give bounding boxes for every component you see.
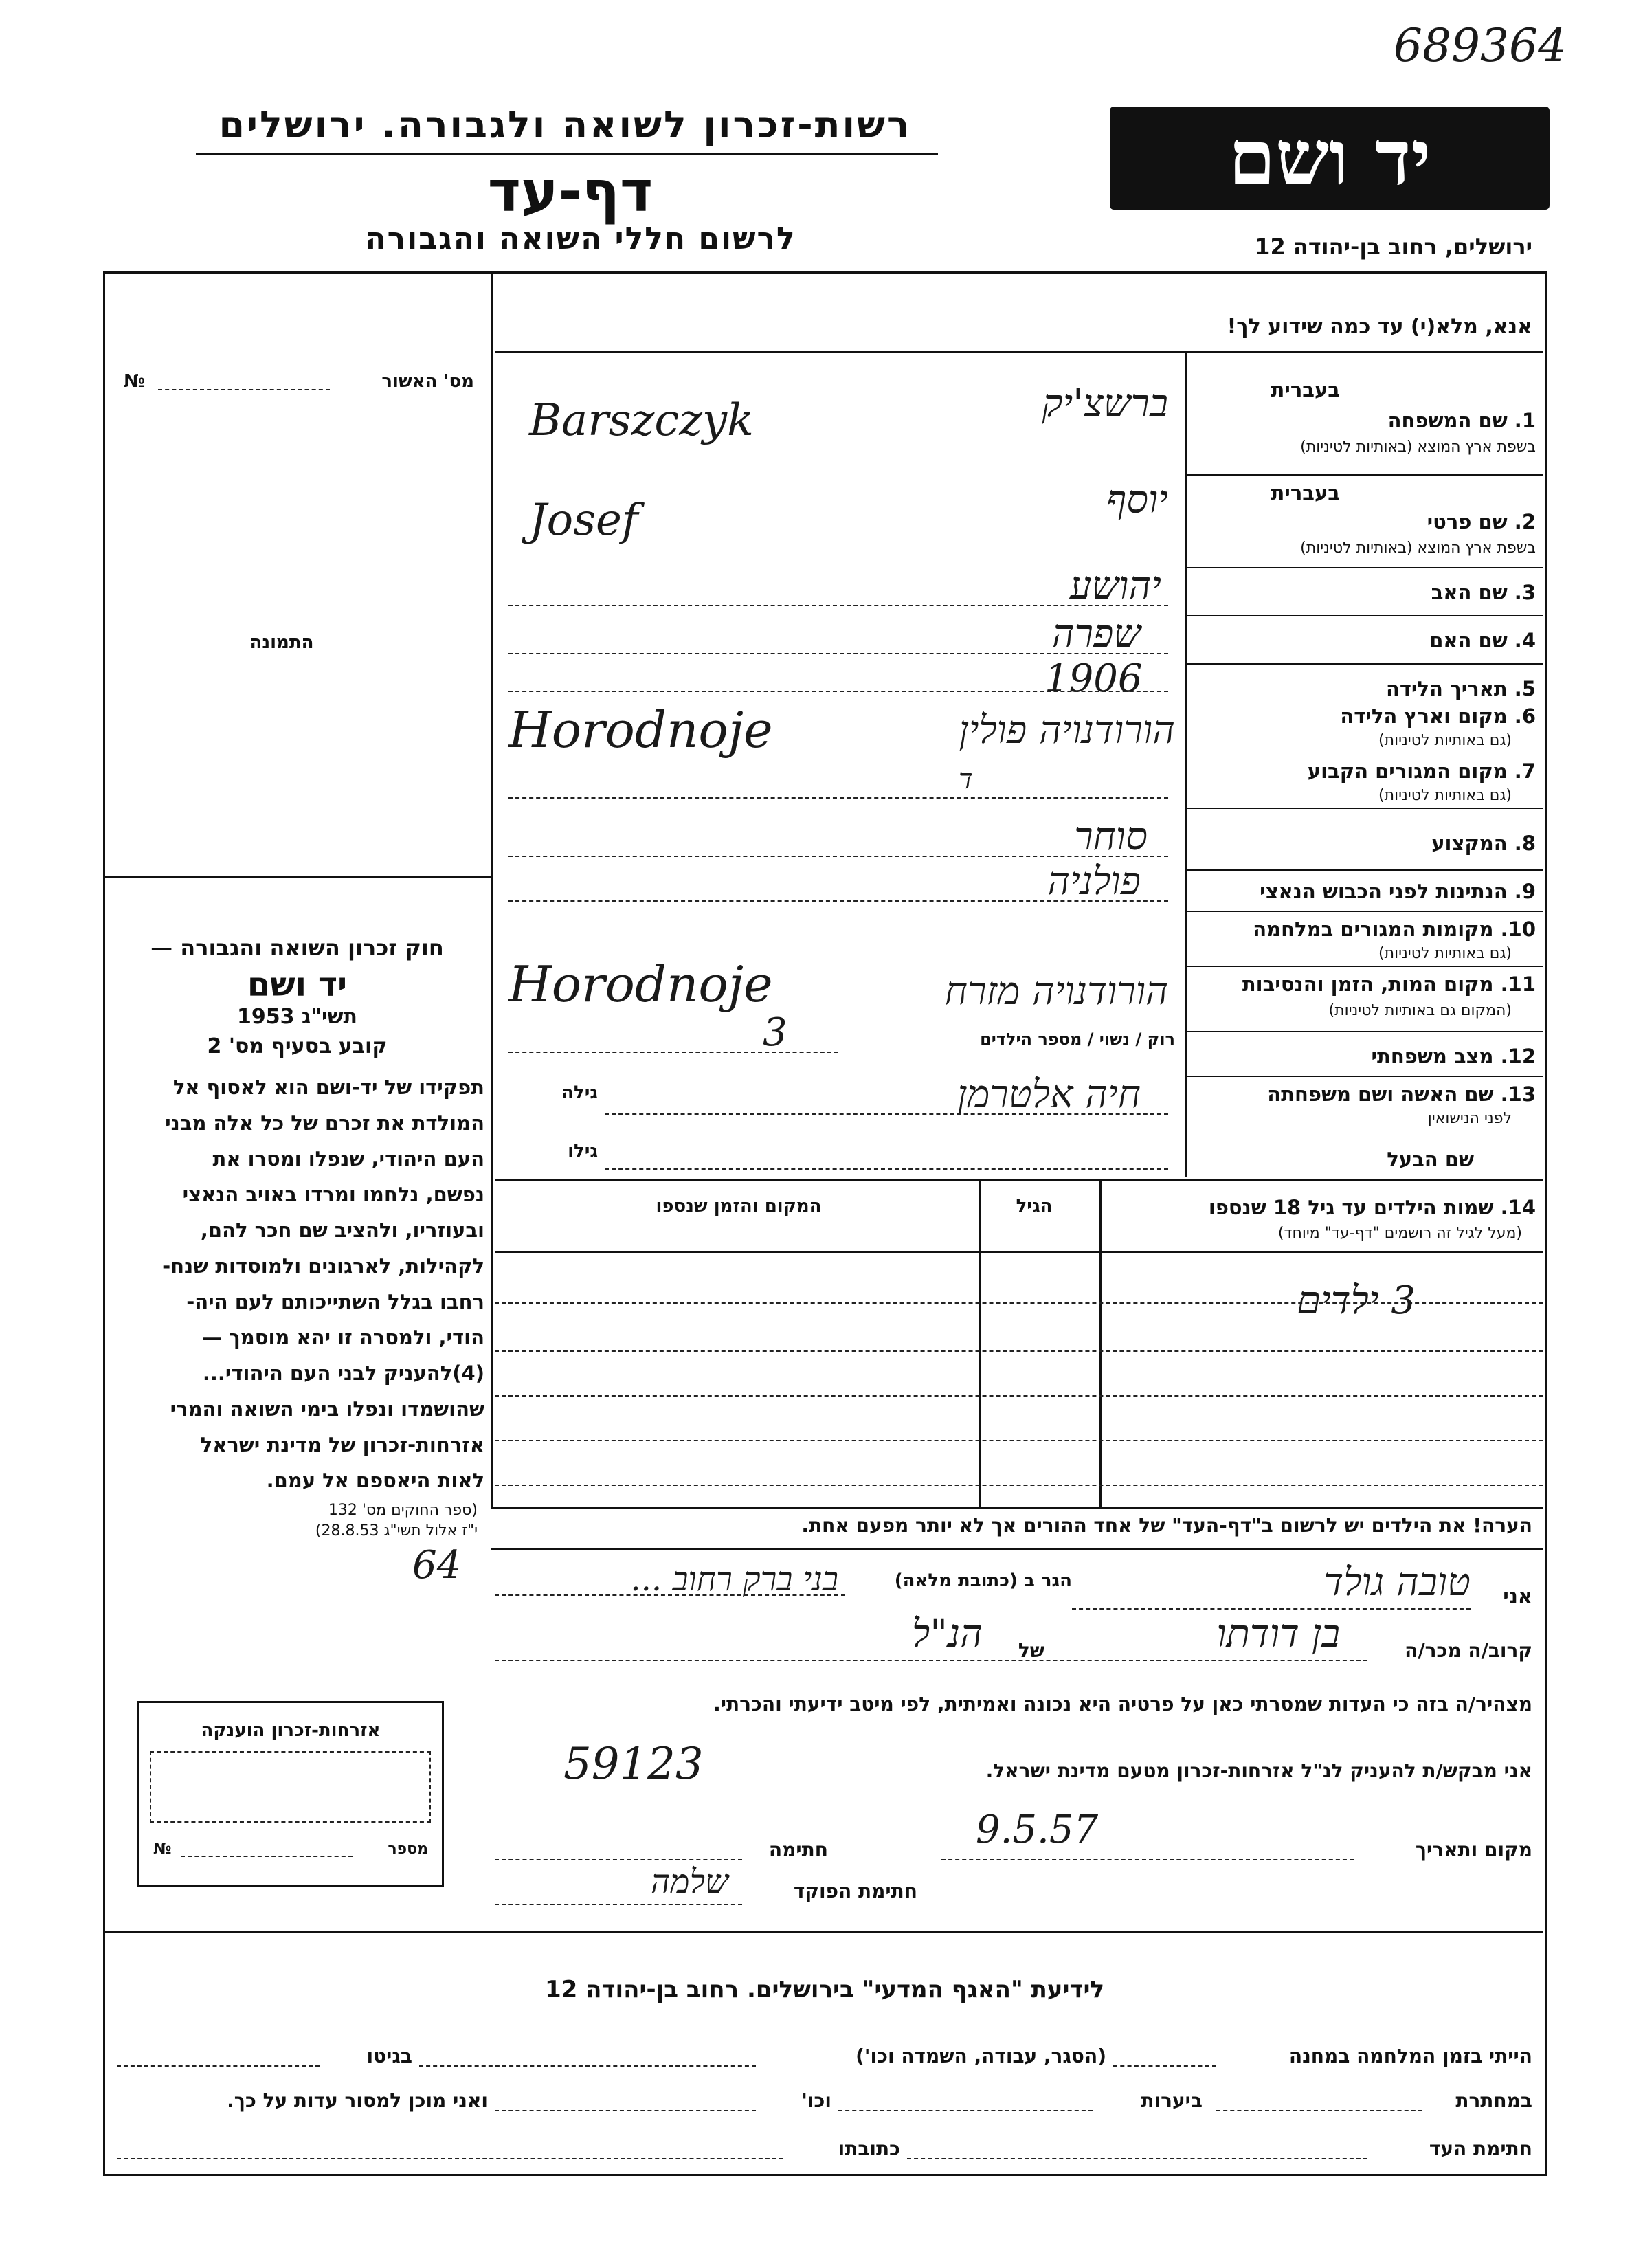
- children-table-bottom: [491, 1507, 1543, 1509]
- footer-camp-line: [1113, 2065, 1216, 2067]
- citizenship-number-label: מספר: [388, 1841, 428, 1858]
- field-1-sub: בשפת ארץ המוצא (באותיות לטיניות): [1300, 438, 1536, 456]
- father-name: יהושע: [1069, 564, 1161, 608]
- field-5-label: 5. תאריך הלידה: [1385, 677, 1536, 700]
- yad-vashem-logo: [1110, 107, 1550, 210]
- wife-name-line: [605, 1113, 1168, 1115]
- nationality: פולניה: [1047, 859, 1141, 904]
- field-1-label: 1. שם המשפחה: [1387, 409, 1536, 432]
- wife-age-label: גילה: [561, 1082, 598, 1103]
- law-body: [110, 1069, 484, 1498]
- officer-label: חתימת הפוקד: [793, 1880, 917, 1902]
- note-bottom-line: [491, 1548, 1543, 1550]
- husband-name-line: [605, 1168, 1168, 1170]
- law-name: יד ושם: [247, 966, 348, 1004]
- officer-signature: שלמה: [650, 1863, 728, 1901]
- law-heading: חוק זכרון השואה והגבורה —: [150, 935, 444, 961]
- field-12-label: 12. מצב משפחתי: [1371, 1045, 1536, 1068]
- children-place-col: המקום והזמן שנספו: [656, 1196, 822, 1216]
- law-body-line: (4)להעניק לבני העם היהודי...: [202, 1361, 484, 1385]
- footer-camp-types: (הסגר, עבודה, השמדה וכו'): [856, 2045, 1106, 2067]
- answer-line-7: [508, 797, 1168, 799]
- row-sep-10: [1185, 966, 1543, 967]
- birthplace-hebrew: הורודנויה פולין: [959, 708, 1175, 753]
- occupation: סוחר: [1074, 814, 1148, 859]
- row-sep-3: [1185, 615, 1543, 616]
- citizenship-box: [137, 1701, 444, 1887]
- row-sep-7: [1185, 808, 1543, 809]
- no-sign: №: [124, 371, 146, 392]
- org-name: רשות-זכרון לשואה ולגבורה. ירושלים: [219, 103, 912, 146]
- note-text: הערה! את הילדים יש לרשום ב"דף-העד" של אחד ההורים אך לא יותר מפעם אחת.: [801, 1514, 1532, 1537]
- law-body-line: שהושמדו ונפלו בימי השואה והמרי: [170, 1397, 484, 1421]
- declarant-address-number: 64: [412, 1543, 462, 1588]
- left-panel-divider: [491, 274, 493, 1507]
- relation-value: בן דודתו: [1216, 1612, 1340, 1656]
- row-sep-4: [1185, 663, 1543, 665]
- children-col-divider-2: [979, 1179, 981, 1509]
- footer-testify: ואני מוכן למסור עדות על כך.: [227, 2089, 488, 2112]
- law-body-line: אזרחות-זכרון של מדינת ישראל: [200, 1433, 484, 1456]
- firstname-hebrew: יוסף: [1106, 478, 1168, 522]
- org-underline: [196, 153, 938, 155]
- citizenship-no-sign: №: [153, 1841, 172, 1858]
- footer-etc-label: וכו': [801, 2089, 831, 2112]
- declarant-address-line: [495, 1594, 845, 1596]
- row-sep-12: [1185, 1076, 1543, 1077]
- row-sep-13: [495, 1179, 1543, 1181]
- mother-name: שפרה: [1051, 612, 1141, 656]
- field-12-line: [508, 1052, 838, 1053]
- wife-name: חיה אלטרמן: [957, 1072, 1141, 1117]
- request-text: אני מבקש/ת להעניק לנ"ל אזרחות-זכרון מטעם מדינת ישראל.: [985, 1759, 1532, 1782]
- signature-number: 59123: [563, 1739, 704, 1790]
- field-10-sub: (גם באותיות לטיניות): [1378, 945, 1512, 962]
- field-7-sub: (גם באותיות לטיניות): [1378, 787, 1512, 804]
- children-row-5: [495, 1485, 1543, 1486]
- photo-bottom-line: [103, 876, 491, 878]
- law-body-line: העם היהודי, שנפלו ומסרו את: [212, 1147, 484, 1170]
- law-body-line: הודי, ולמסרה זו יהא מוסמך —: [201, 1326, 484, 1349]
- children-names: 3 ילדים: [1297, 1278, 1416, 1323]
- row-sep-2: [1185, 567, 1543, 568]
- signature-label: חתימה: [768, 1838, 828, 1861]
- row-sep-9: [1185, 911, 1543, 912]
- field-11-sub: (המקום גם באותיות לטיניות): [1328, 1002, 1512, 1019]
- field-13-label: 13. שם האשה ושם משפחתה: [1267, 1082, 1536, 1106]
- answer-line-5: [508, 691, 1168, 692]
- form-title: דף-עד: [487, 159, 653, 225]
- children-sub: (מעל לגיל זה רושמים "דף-עד" מיוחד): [1277, 1225, 1522, 1242]
- footer-address-label: כתובתו: [838, 2137, 900, 2160]
- husband-label: שם הבעל: [1387, 1148, 1474, 1171]
- answer-line-3: [508, 605, 1168, 606]
- death-place-latin: Horodnoje: [508, 955, 773, 1013]
- hebrew-label-1: בעברית: [1271, 378, 1340, 401]
- document-number: 689364: [1394, 19, 1567, 72]
- footer-ghetto-label: בגיטו: [366, 2045, 412, 2067]
- law-body-line: נפשם, נלחמו ומרדו באויב הנאצי: [182, 1183, 484, 1206]
- firstname-latin: Josef: [529, 495, 638, 546]
- row-sep-1: [1185, 474, 1543, 476]
- answer-line-4: [508, 653, 1168, 654]
- field-2-sub: בשפת ארץ המוצא (באותיות לטיניות): [1300, 540, 1536, 557]
- residence-mark: ד: [959, 764, 973, 795]
- law-section: קובע בסעיף מס' 2: [207, 1034, 388, 1058]
- intro-text: אנא, מלא(י) עד כמה שידוע לך!: [1227, 315, 1532, 339]
- field-13-sub: לפני הנישואין: [1427, 1110, 1512, 1127]
- field-7-label: 7. מקום המגורים הקבוע: [1307, 759, 1536, 783]
- law-body-line: לאות היאספם אל עמם.: [266, 1469, 484, 1492]
- citizenship-title: אזרחות-זכרון הוענקה: [201, 1720, 381, 1741]
- death-place-hebrew: הורודנויה מזרח: [944, 969, 1168, 1014]
- footer-camp-label: הייתי בזמן המלחמה במחנה: [1288, 2045, 1532, 2067]
- law-body-line: תפקידו של יד-ושם הוא לאסוף אל: [172, 1076, 484, 1099]
- field-2-label: 2. שם פרטי: [1427, 510, 1536, 533]
- declarant-name-line: [1072, 1608, 1471, 1610]
- place-date-line: [941, 1859, 1354, 1860]
- field-10-label: 10. מקומות המגורים במלחמה: [1253, 918, 1536, 941]
- officer-line: [495, 1904, 742, 1905]
- field-8-label: 8. המקצוע: [1431, 832, 1536, 855]
- approval-number-line: [158, 389, 330, 390]
- footer-underground-label: במחתרת: [1455, 2089, 1532, 2112]
- resident-label: הגר ב (כתובת מלאה): [894, 1570, 1072, 1591]
- signature-line: [495, 1859, 742, 1860]
- law-year: 1953: [236, 1005, 295, 1029]
- law-year-line: [117, 1005, 478, 1029]
- relation-line: [495, 1660, 1367, 1661]
- birth-date: 1906: [1044, 656, 1143, 701]
- marital-options: רוק / נשוי / מספר הילדים: [980, 1030, 1175, 1049]
- husband-age-label: גילו: [568, 1141, 598, 1161]
- children-label: 14. שמות הילדים עד גיל 18 שנספו: [1208, 1196, 1536, 1219]
- children-row-4: [495, 1440, 1543, 1441]
- citizenship-inner-box: [150, 1751, 431, 1823]
- children-row-2: [495, 1350, 1543, 1352]
- footer-witness-sign-label: חתימת העד: [1429, 2137, 1532, 2160]
- birthplace-latin: Horodnoje: [508, 701, 773, 759]
- children-header-line: [495, 1251, 1543, 1253]
- footer-forest-line: [838, 2110, 1093, 2111]
- footer-title: לידיעת "האגף המדעי" בירושלים. רחוב בן-יהודה 12: [544, 1976, 1105, 2003]
- footer-underground-line: [1216, 2110, 1422, 2111]
- declarant-name: טובה גולד: [1323, 1560, 1471, 1605]
- law-year-hebrew: תשי"ג: [301, 1005, 358, 1029]
- footer-address-line: [117, 2158, 783, 2159]
- law-ref-1: (ספר החוקים מס' 132: [328, 1502, 478, 1519]
- children-count: 3: [763, 1010, 787, 1055]
- footer-etc-line: [495, 2110, 756, 2111]
- surname-hebrew: ברשצ'יק: [1042, 381, 1168, 426]
- of-value: הנ"ל: [912, 1612, 983, 1656]
- approval-number-label: מס' האשור: [381, 371, 474, 392]
- field-6-sub: (גם באותיות לטיניות): [1378, 732, 1512, 749]
- law-body-line: רחבו בגלל השתייכותם לעם היה-: [186, 1290, 484, 1313]
- declaration-text: מצהיר/ה בזה כי העדות שמסרתי כאן על פרטיה היא נכונה ואמיתית, לפי מיטב ידיעתי והכרתי.: [713, 1693, 1532, 1715]
- field-4-label: 4. שם האם: [1429, 629, 1536, 652]
- field-11-label: 11. מקום המות, הזמן והנסיבות: [1242, 972, 1536, 996]
- surname-latin: Barszczyk: [529, 395, 754, 446]
- answer-line-8: [508, 856, 1168, 857]
- logo-text: יד ושם: [1228, 113, 1431, 202]
- field-6-label: 6. מקום וארץ הלידה: [1340, 704, 1536, 728]
- children-row-3: [495, 1395, 1543, 1397]
- labels-column-divider: [1185, 353, 1187, 1177]
- field-3-label: 3. שם האב: [1431, 581, 1536, 604]
- answer-line-9: [508, 900, 1168, 902]
- address: ירושלים, רחוב בן-יהודה 12: [1255, 234, 1532, 260]
- law-body-line: המולדת את זכרם של כל אלה מבני: [165, 1111, 484, 1135]
- photo-label: התמונה: [249, 632, 314, 653]
- relation-label: קרוב/ה מכר/ה: [1405, 1639, 1532, 1662]
- place-date-label: מקום ותאריך: [1415, 1838, 1532, 1861]
- form-subtitle: לרשום חללי השואה והגבורה: [365, 221, 796, 256]
- footer-witness-sign-line: [907, 2158, 1367, 2159]
- place-date-value: 9.5.57: [976, 1808, 1099, 1852]
- intro-divider: [495, 351, 1543, 353]
- hebrew-label-2: בעברית: [1271, 481, 1340, 504]
- footer-camp-line-2: [419, 2065, 756, 2067]
- declarant-i-label: אני: [1503, 1584, 1532, 1608]
- footer-top-line: [103, 1931, 1543, 1933]
- law-body-line: לקהילות, לארגונים ולמוסדות שנח-: [162, 1254, 484, 1278]
- law-ref-2: י"ז אלול תשי"ג 28.8.53): [315, 1522, 478, 1539]
- row-sep-8: [1185, 869, 1543, 871]
- of-label: של: [1018, 1639, 1044, 1662]
- field-9-label: 9. הנתינות לפני הכבוש הנאצי: [1260, 880, 1536, 903]
- children-age-col: הגיל: [1016, 1196, 1053, 1216]
- footer-forest-label: ביערות: [1141, 2089, 1203, 2112]
- law-body-line: ובעוזריו, ולהציב שם חכר להם,: [200, 1219, 484, 1242]
- citizenship-number-line: [181, 1856, 353, 1857]
- footer-ghetto-line: [117, 2065, 320, 2067]
- children-col-divider-1: [1099, 1179, 1102, 1509]
- declarant-address: בני ברק רחוב ...: [630, 1560, 838, 1599]
- row-sep-11: [1185, 1031, 1543, 1032]
